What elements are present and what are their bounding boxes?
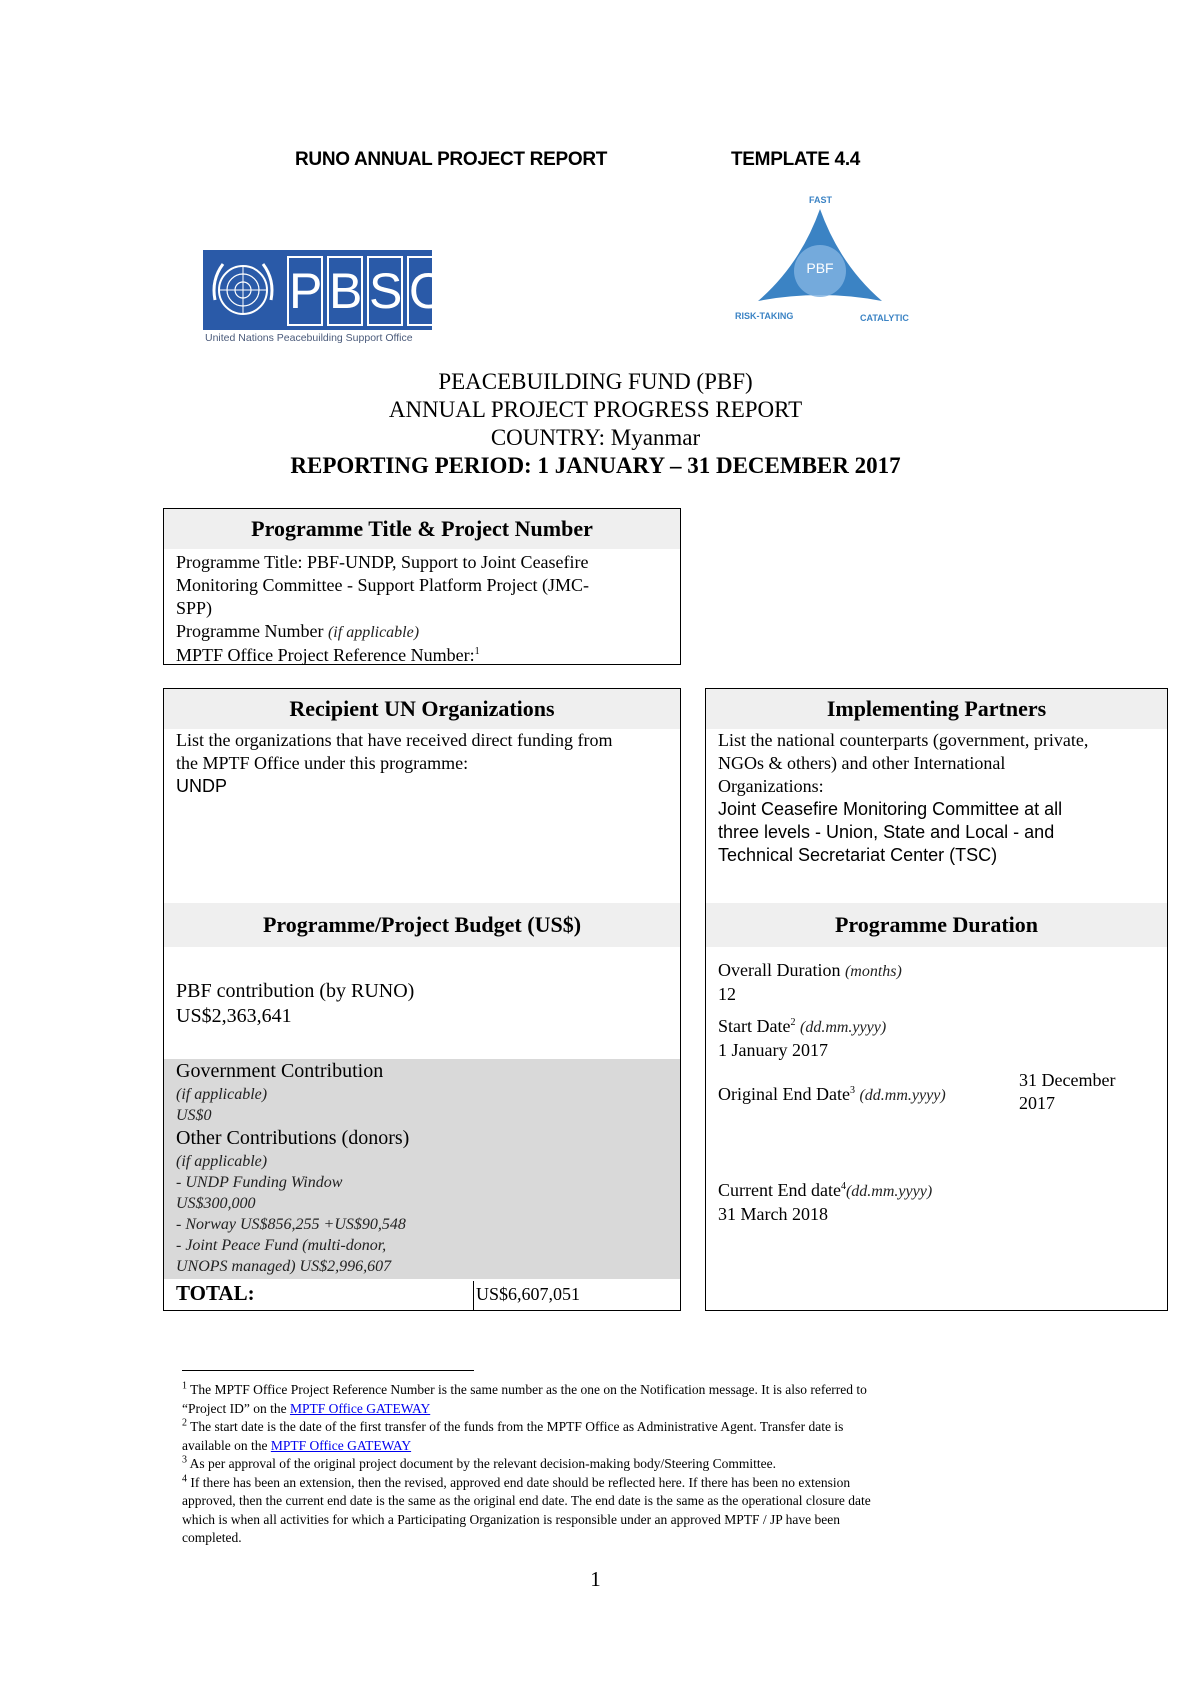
original-end-date-value: 2017 [1019,1093,1055,1113]
reporting-period: REPORTING PERIOD: 1 JANUARY – 31 DECEMBER 2017 [290,453,901,478]
footnote-4 [182,1474,1012,1493]
current-end-date-value: 31 March 2018 [718,1204,828,1224]
duration-heading: Programme Duration [706,903,1167,947]
footnote-number: 4 [182,1473,187,1484]
footnote-number: 1 [182,1380,187,1392]
partners-value-line: Joint Ceasefire Monitoring Committee at all [718,799,1063,819]
gov-contribution-hint: (if applicable) [176,1086,268,1103]
programme-title-line: SPP) [176,598,213,618]
other-contributions-section [164,1059,680,1279]
original-end-date-hint: (dd.mm.yyyy) [859,1087,946,1104]
footnote-2-cont [182,1437,1012,1456]
pbf-fast-label: FAST [809,195,833,205]
other-contribution-line: US$300,000 [176,1195,256,1212]
partners-desc-line: Organizations: [718,776,824,796]
overall-duration-label: Overall Duration [718,960,841,980]
template-label: TEMPLATE 4.4 [731,149,861,170]
footnote-3 [182,1455,1012,1474]
pbf-catalytic-label: CATALYTIC [860,313,909,323]
country-value: Myanmar [610,425,701,450]
programme-number-row [176,620,668,644]
programme-title-line: Monitoring Committee - Support Platform Project (JMC- [176,575,589,595]
recipient-desc-line: List the organizations that have received direct funding from [176,730,613,750]
footnote-4-cont: which is when all activities for which a Participating Organization is responsible under an approved MPTF / JP have been [182,1511,840,1527]
budget-heading: Programme/Project Budget (US$) [164,903,680,947]
recipient-desc-line: the MPTF Office under this programme: [176,753,469,773]
implementing-partners-box [705,688,1168,904]
footnote-text: The start date is the date of the first transfer of the funds from the MPTF Office as Administrative Agent. Transfer date is [187,1419,844,1434]
programme-number-hint: (if applicable) [327,624,420,641]
pbso-logo [203,250,448,346]
overall-duration-row [718,959,902,983]
title-line-2: ANNUAL PROJECT PROGRESS REPORT [388,397,803,422]
pbso-caption: United Nations Peacebuilding Support Office [205,332,413,344]
partners-desc-line: NGOs & others) and other International [718,753,1006,773]
footnote-1-cont [182,1400,1012,1419]
footnote-number: 2 [182,1417,187,1429]
start-date-hint: (dd.mm.yyyy) [799,1019,887,1036]
pbf-center-label: PBF [806,260,834,276]
footnote-ref: 2 [790,1017,796,1028]
current-end-date-hint: (dd.mm.yyyy) [845,1183,933,1200]
footnote-text: available on the [182,1437,271,1453]
footnote-text: “Project ID” on the [182,1400,290,1416]
footnote-ref: 3 [849,1085,855,1096]
recipient-orgs-heading: Recipient UN Organizations [164,689,680,729]
start-date-value: 1 January 2017 [718,1040,828,1060]
original-end-date-value: 31 December [1019,1070,1116,1090]
programme-title-heading: Programme Title & Project Number [164,509,680,549]
gov-contribution-value: US$0 [176,1107,212,1124]
current-end-date-label: Current End date [718,1180,841,1200]
page-number: 1 [590,1567,601,1591]
pbf-contribution-label: PBF contribution (by RUNO) [176,980,415,1002]
current-end-date-row [718,1179,932,1203]
pbf-contribution-value: US$2,363,641 [176,1005,292,1027]
original-end-date-row [718,1083,946,1107]
start-date-label: Start Date [718,1016,791,1036]
footnote-text: If there has been an extension, then the revised, approved end date should be reflected here. If there has been no extension [187,1474,851,1490]
footnote-text: The MPTF Office Project Reference Number is the same number as the one on the Notification message. It is also referred to [187,1382,867,1397]
footnote-number: 3 [182,1454,187,1466]
report-type-label: RUNO ANNUAL PROJECT REPORT [295,149,608,170]
total-divider [473,1281,474,1310]
pbso-letter: S [367,256,403,326]
footnote-ref: 4 [840,1181,846,1192]
mptf-ref-row [176,644,668,667]
budget-box [163,903,681,1311]
pbso-letter: B [327,256,363,326]
other-contribution-line: - Joint Peace Fund (multi-donor, [176,1237,387,1254]
mptf-ref-label: MPTF Office Project Reference Number: [176,645,475,665]
total-label: TOTAL: [176,1281,255,1305]
country-line [0,424,1191,452]
recipient-value: UNDP [176,776,228,796]
pbso-letter: P [287,256,323,326]
implementing-partners-heading: Implementing Partners [706,689,1167,729]
footnotes [182,1381,1012,1548]
pbf-risk-label: RISK-TAKING [735,311,794,321]
footnote-text: As per approval of the original project document by the relevant decision-making body/Steering Committee. [187,1456,776,1471]
original-end-date-label: Original End Date [718,1084,850,1104]
programme-title-box [163,508,681,665]
country-label: COUNTRY: [490,425,605,450]
footnote-ref: 1 [474,646,480,657]
title-line-1: PEACEBUILDING FUND (PBF) [438,369,753,394]
pbso-letter: O [407,256,443,326]
partners-value-line: Technical Secretariat Center (TSC) [718,845,998,865]
footnote-2 [182,1418,1012,1437]
start-date-row [718,1015,886,1039]
other-contribution-line: - UNDP Funding Window [176,1174,343,1191]
overall-duration-value: 12 [718,984,736,1004]
total-value: US$6,607,051 [476,1284,581,1304]
other-contribution-label: Other Contributions (donors) [176,1127,410,1149]
mptf-gateway-link[interactable]: MPTF Office GATEWAY [270,1437,412,1453]
footnote-1 [182,1381,1012,1400]
programme-number-label: Programme Number [176,621,324,641]
pbso-logo-banner [203,250,448,330]
pbf-logo [730,193,910,323]
other-contribution-line: - Norway US$856,255 +US$90,548 [176,1216,406,1233]
overall-duration-hint: (months) [844,963,902,980]
footnote-4-cont: approved, then the current end date is the same as the original end date. The end date is the same as the operational closure date [182,1493,871,1508]
other-contribution-hint: (if applicable) [176,1153,268,1170]
report-title-block [0,368,1191,480]
other-contribution-line: UNOPS managed) US$2,996,607 [176,1258,392,1275]
recipient-orgs-box [163,688,681,904]
partners-desc-line: List the national counterparts (government, private, [718,730,1089,750]
partners-value-line: three levels - Union, State and Local - and [718,822,1055,842]
gov-contribution-label: Government Contribution [176,1060,384,1082]
un-emblem-icon [203,250,283,330]
footnote-separator [182,1370,474,1371]
programme-title-line: Programme Title: PBF-UNDP, Support to Joint Ceasefire [176,552,589,572]
duration-box [705,903,1168,1311]
footnote-4-cont: completed. [182,1530,242,1545]
mptf-gateway-link[interactable]: MPTF Office GATEWAY [289,1400,431,1416]
